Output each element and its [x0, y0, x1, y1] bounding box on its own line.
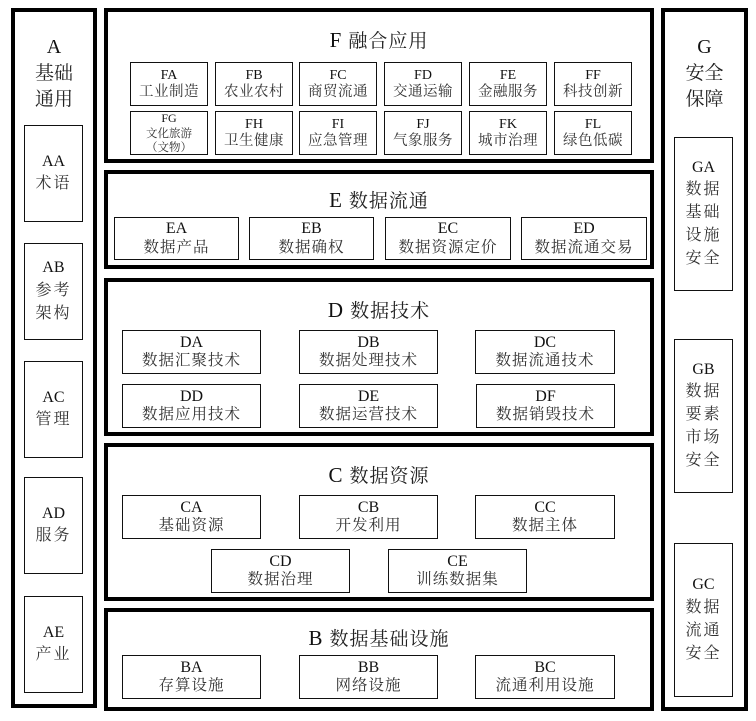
box-fb: FB 农业农村 [215, 62, 293, 106]
box-ec: EC 数据资源定价 [385, 217, 511, 260]
box-fh: FH 卫生健康 [215, 111, 293, 155]
box-ce: CE 训练数据集 [388, 549, 527, 593]
section-c-title: C 数据资源 [328, 463, 430, 487]
box-fk: FK 城市治理 [469, 111, 547, 155]
box-ed: ED 数据流通交易 [521, 217, 647, 260]
box-df: DF 数据销毁技术 [476, 384, 615, 428]
box-bc: BC 流通利用设施 [475, 655, 615, 699]
box-ab: AB 参考 架构 [24, 243, 83, 340]
box-fd: FD 交通运输 [384, 62, 462, 106]
section-f-title: F 融合应用 [329, 28, 429, 52]
box-cc: CC 数据主体 [475, 495, 615, 539]
box-ea: EA 数据产品 [114, 217, 239, 260]
column-a-basic-general [11, 8, 97, 708]
section-d-data-technology [104, 278, 654, 436]
section-b-title: B 数据基础设施 [308, 626, 450, 650]
box-fi: FI 应急管理 [299, 111, 377, 155]
box-dc: DC 数据流通技术 [475, 330, 615, 374]
box-ca: CA 基础资源 [122, 495, 261, 539]
box-dd: DD 数据应用技术 [122, 384, 261, 428]
box-cb: CB 开发利用 [299, 495, 438, 539]
box-aa: AA 术语 [24, 125, 83, 222]
box-fe: FE 金融服务 [469, 62, 547, 106]
box-fc: FC 商贸流通 [299, 62, 377, 106]
box-fj: FJ 气象服务 [384, 111, 462, 155]
box-gc: GC 数据 流通 安全 [674, 543, 733, 697]
box-ac: AC 管理 [24, 361, 83, 458]
section-e-title: E 数据流通 [329, 188, 429, 212]
box-da: DA 数据汇聚技术 [122, 330, 261, 374]
box-ba: BA 存算设施 [122, 655, 261, 699]
box-fg: FG 文化旅游 （文物） [130, 111, 208, 155]
column-g-title: G 安全 保障 [685, 36, 724, 110]
column-a-title: A 基础 通用 [34, 36, 73, 110]
box-fa: FA 工业制造 [130, 62, 208, 106]
box-ga: GA 数据 基础 设施 安全 [674, 137, 733, 291]
box-cd: CD 数据治理 [211, 549, 350, 593]
box-eb: EB 数据确权 [249, 217, 374, 260]
section-d-title: D 数据技术 [327, 298, 431, 322]
section-b-data-infrastructure [104, 608, 654, 711]
box-db: DB 数据处理技术 [299, 330, 438, 374]
box-bb: BB 网络设施 [299, 655, 438, 699]
section-c-data-resources [104, 443, 654, 601]
box-fl: FL 绿色低碳 [554, 111, 632, 155]
box-ad: AD 服务 [24, 477, 83, 574]
box-ff: FF 科技创新 [554, 62, 632, 106]
box-ae: AE 产业 [24, 596, 83, 693]
section-f-integrated-applications [104, 8, 654, 163]
section-e-data-circulation [104, 170, 654, 269]
box-de: DE 数据运营技术 [299, 384, 438, 428]
box-gb: GB 数据 要素 市场 安全 [674, 339, 733, 493]
column-g-security [661, 8, 748, 711]
